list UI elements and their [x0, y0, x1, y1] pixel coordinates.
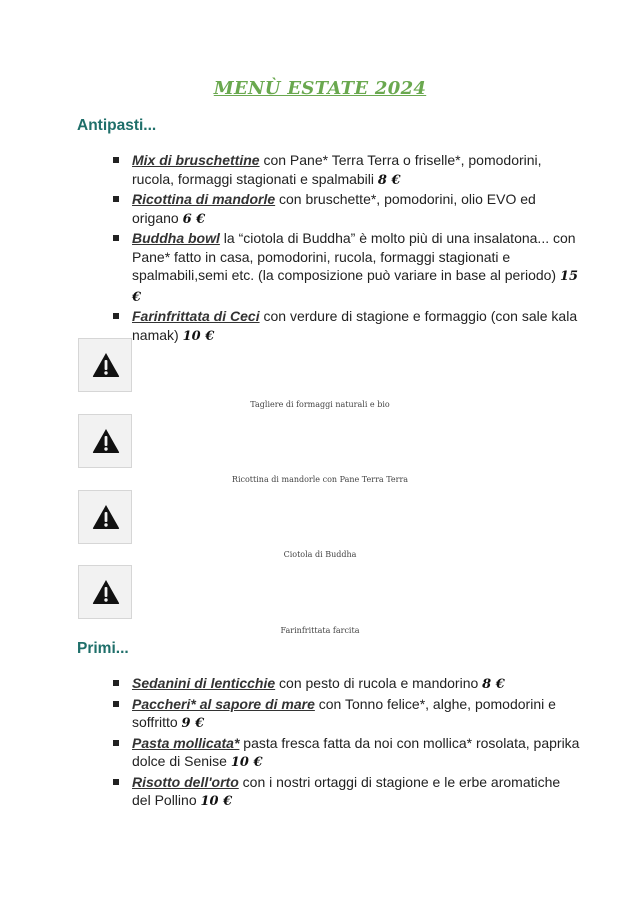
warning-icon — [92, 352, 120, 378]
dish-description: con Tonno felice*, alghe, pomodorini e soffritto — [132, 695, 556, 730]
bullet — [113, 740, 119, 746]
dish-name: Sedanini di lenticchie — [132, 675, 276, 691]
dish-name: Pasta mollicata* — [132, 734, 240, 751]
dish-name: Risotto dell'orto — [132, 773, 239, 790]
list-item — [0, 151, 640, 190]
dish-description: con bruschette*, pomodorini, olio EVO ed origano — [132, 191, 536, 226]
bullet — [113, 779, 119, 785]
antipasti-list — [0, 151, 640, 346]
dish-description: la “ciotola di Buddha” è molto più di una insalatona... con Pane* fatto in casa, pomodorini, rucola, formaggi stagionati e spalmabili,semi etc. (la composizione può variare in base al periodo) — [132, 230, 576, 283]
image-placeholder — [78, 414, 132, 468]
list-item — [0, 695, 640, 734]
bullet — [113, 157, 119, 163]
menu-title: MENÙ ESTATE 2024 — [213, 78, 427, 99]
dish-name: Paccheri* al sapore di mare — [132, 695, 315, 712]
dish-price: 15 € — [132, 269, 579, 305]
bullet — [113, 680, 119, 686]
dish-price: 8 € — [377, 172, 401, 188]
dish-price: 9 € — [181, 716, 205, 731]
dish-name: Ricottina di mandorle — [132, 191, 276, 207]
warning-icon — [92, 428, 120, 454]
dish-price: 8 € — [482, 677, 505, 692]
bullet — [113, 235, 119, 241]
dish-description: con Pane* Terra Terra o friselle*, pomodorini, rucola, formaggi stagionati e spalmabili — [132, 152, 542, 187]
list-item — [0, 773, 640, 812]
bullet — [113, 313, 119, 319]
section-heading-primi: Primi... — [77, 640, 129, 657]
image-placeholder — [78, 338, 132, 392]
dish-price: 10 € — [230, 755, 263, 770]
warning-icon — [92, 504, 120, 530]
dish-name: Mix di bruschettine — [132, 152, 260, 168]
image-placeholder — [78, 565, 132, 619]
dish-description: con pesto di rucola e mandorino — [275, 675, 483, 691]
section-heading-antipasti: Antipasti... — [77, 117, 157, 134]
bullet — [113, 196, 119, 202]
image-caption: Tagliere di formaggi naturali e bio — [250, 400, 390, 409]
dish-name: Buddha bowl — [132, 230, 220, 246]
dish-name: Farinfrittata di Ceci — [132, 308, 260, 324]
image-caption: Farinfrittata farcita — [280, 626, 360, 635]
image-caption: Ricottina di mandorle con Pane Terra Terra — [231, 475, 409, 484]
warning-icon — [92, 579, 120, 605]
image-caption: Ciotola di Buddha — [283, 550, 357, 559]
dish-price: 10 € — [182, 328, 215, 344]
list-item — [0, 190, 640, 229]
primi-list — [0, 674, 640, 812]
list-item — [0, 674, 640, 695]
list-item — [0, 734, 640, 773]
dish-price: 6 € — [182, 211, 206, 227]
dish-price: 10 € — [200, 794, 233, 809]
list-item — [0, 229, 640, 307]
dish-description: pasta fresca fatta da noi con mollica* rosolata, paprika dolce di Senise — [132, 734, 580, 769]
dish-description: con verdure di stagione e formaggio (con sale kala namak) — [132, 308, 578, 343]
image-placeholder — [78, 490, 132, 544]
dish-description: con i nostri ortaggi di stagione e le erbe aromatiche del Pollino — [132, 773, 561, 808]
bullet — [113, 701, 119, 707]
